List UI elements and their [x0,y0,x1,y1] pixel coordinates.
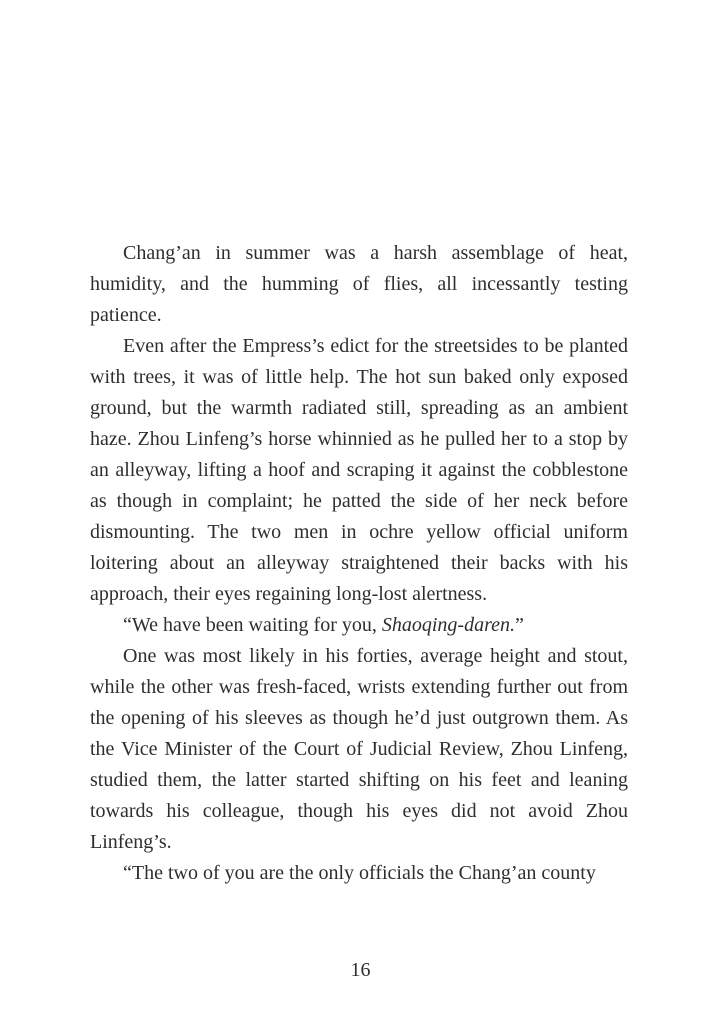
paragraph-dialogue [90,610,628,641]
dialogue-closing-quote: ” [515,614,524,636]
paragraph-opening: Chang’an in summer was a harsh assemblage of heat, humidity, and the humming of flies, all incessantly testing patience. [90,242,628,326]
dialogue-text: “We have been waiting for you, [123,614,382,636]
paragraph-dialogue-continued: “The two of you are the only officials the Chang’an county [123,862,596,884]
dialogue-italic-term: Shaoqing-daren. [381,614,515,636]
paragraph-character-description: One was most likely in his forties, average height and stout, while the other was fresh-faced, wrists extending further out from the opening of his sleeves as though he’d just outgrown them. As the Vice Minister of the Court of Judicial Review, Zhou Linfeng, studied them, the latter started shifting on his feet and leaning towards his colleague, though his eyes did not avoid Zhou Linfeng’s. [90,645,628,853]
page-number: 16 [350,959,371,981]
page-text-block [90,238,628,889]
paragraph-scene-description: Even after the Empress’s edict for the streetsides to be planted with trees, it was of little help. The hot sun baked only exposed ground, but the warmth radiated still, spreading as an ambient haze. Zhou Linfeng’s horse whinnied as he pulled her to a stop by an alleyway, lifting a hoof and scraping it against the cobblestone as though in complaint; he patted the side of her neck before dismounting. The two men in ochre yellow official uniform loitering about an alleyway straightened their backs with his approach, their eyes regaining long-lost alertness. [90,335,628,605]
